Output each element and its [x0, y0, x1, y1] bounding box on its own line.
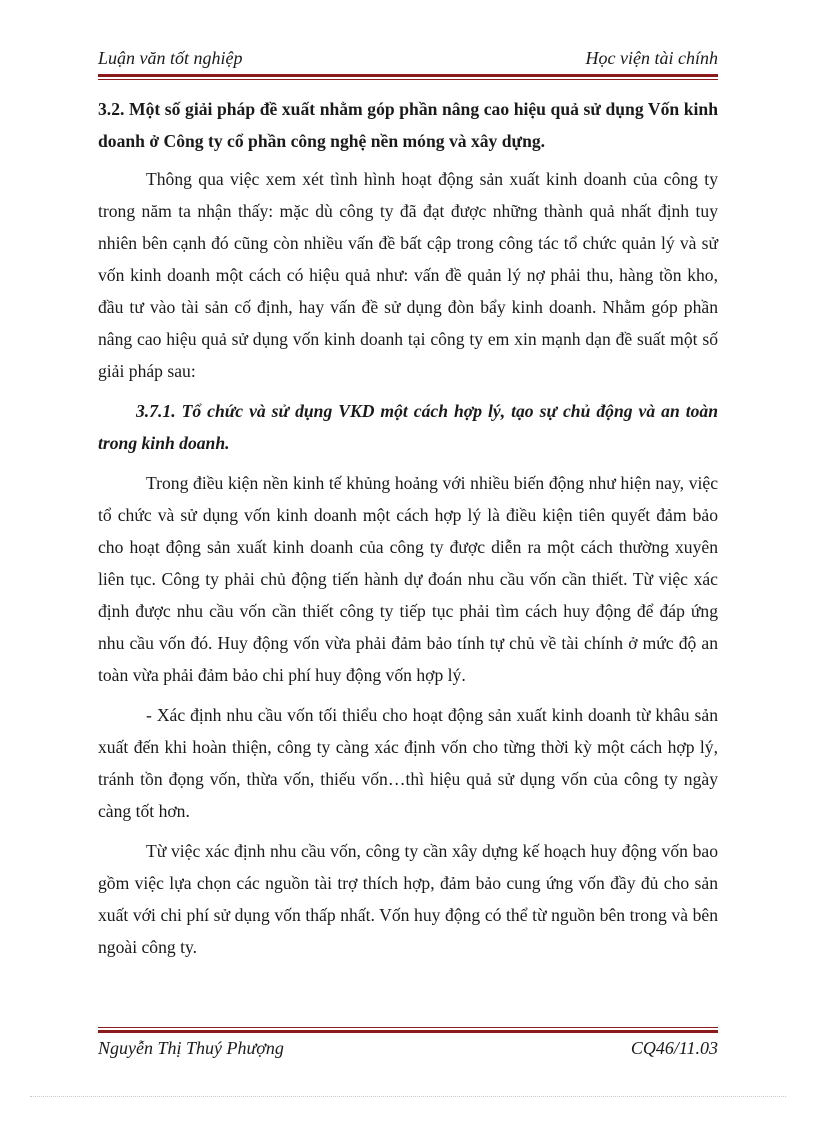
footer-author: Nguyễn Thị Thuý Phượng: [98, 1038, 284, 1058]
footer-class-code: CQ46/11.03: [630, 1038, 718, 1058]
header-rule-thin: [98, 79, 718, 80]
footer-rule-thick: [98, 1030, 718, 1033]
page-body: [98, 93, 718, 971]
section-heading: 3.2. Một số giải pháp đề xuất nhằm góp phần nâng cao hiệu quả sử dụng Vốn kinh doanh ở Công ty cổ phần công nghệ nền móng và xây dựng.: [98, 99, 718, 151]
page-edge-dotted-line: [30, 1096, 786, 1097]
intro-paragraph: Thông qua việc xem xét tình hình hoạt động sản xuất kinh doanh của công ty trong năm ta nhận thấy: mặc dù công ty đã đạt được những thành quả nhất định tuy nhiên bên cạnh đó cũng còn nhiều vấn đề bất cập trong công tác tổ chức quản lý và sử vốn kinh doanh một cách có hiệu quả như: vấn đề quản lý nợ phải thu, hàng tồn kho, đầu tư vào tài sản cố định, hay vấn đề sử dụng đòn bẩy kinh doanh. Nhằm góp phần nâng cao hiệu quả sử dụng vốn kinh doanh tại công ty em xin mạnh dạn đề suất một số giải pháp sau:: [98, 169, 718, 381]
footer-rule-thin: [98, 1027, 718, 1028]
page-footer: [98, 1038, 718, 1062]
page-header: [98, 48, 718, 72]
subsection-heading: 3.7.1. Tổ chức và sử dụng VKD một cách hợp lý, tạo sự chủ động và an toàn trong kinh doanh.: [98, 401, 718, 453]
header-institution-label: Học viện tài chính: [585, 48, 718, 68]
body-paragraph: Trong điều kiện nền kinh tế khủng hoảng với nhiều biến động như hiện nay, việc tổ chức và sử dụng vốn kinh doanh một cách hợp lý là điều kiện tiên quyết đảm bảo cho hoạt động sản xuất kinh doanh của công ty được diễn ra một cách thường xuyên liên tục. Công ty phải chủ động tiến hành dự đoán nhu cầu vốn cần thiết. Từ việc xác định được nhu cầu vốn cần thiết công ty tiếp tục phải tìm cách huy động để đáp ứng nhu cầu vốn đó. Huy động vốn vừa phải đảm bảo tính tự chủ về tài chính ở mức độ an toàn vừa phải đảm bảo chi phí huy động vốn hợp lý.: [98, 473, 718, 685]
header-rule-thick: [98, 74, 718, 77]
body-paragraph: - Xác định nhu cầu vốn tối thiểu cho hoạt động sản xuất kinh doanh từ khâu sản xuất đến khi hoàn thiện, công ty càng xác định vốn cho từng thời kỳ một cách hợp lý, tránh tồn đọng vốn, thừa vốn, thiếu vốn…thì hiệu quả sử dụng vốn của công ty ngày càng tốt hơn.: [98, 705, 718, 821]
header-thesis-label: Luận văn tốt nghiệp: [98, 48, 243, 68]
body-paragraph: Từ việc xác định nhu cầu vốn, công ty cần xây dựng kế hoạch huy động vốn bao gồm việc lựa chọn các nguồn tài trợ thích hợp, đảm bảo cung ứng vốn đầy đủ cho sản xuất với chi phí sử dụng vốn thấp nhất. Vốn huy động có thể từ nguồn bên trong và bên ngoài công ty.: [98, 841, 718, 957]
